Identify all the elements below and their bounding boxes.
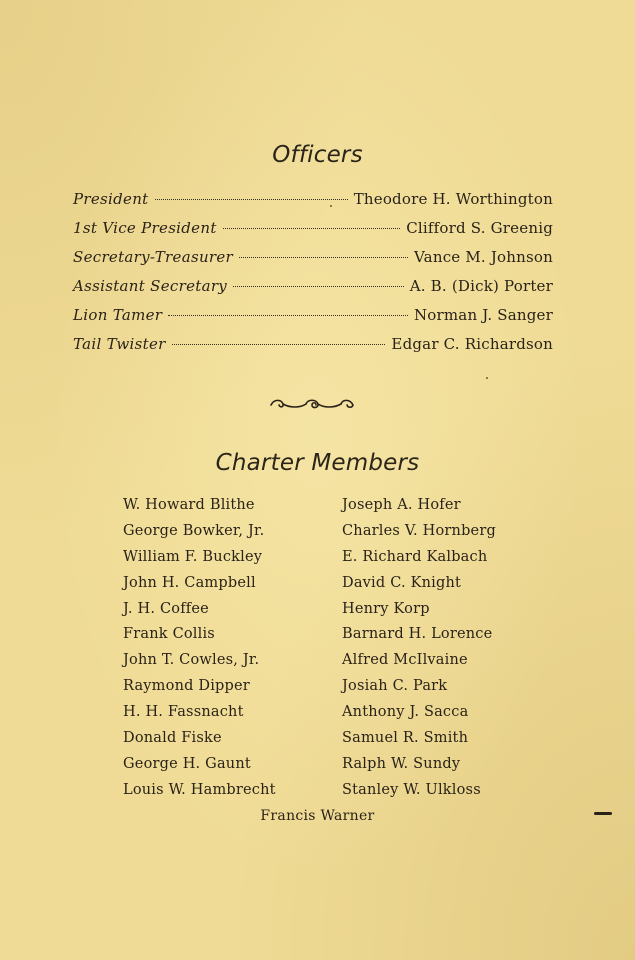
member-name: W. Howard Blithe [123, 497, 255, 513]
officer-row [73, 275, 553, 297]
member-name: Charles V. Hornberg [342, 523, 496, 539]
member-name: Joseph A. Hofer [342, 497, 461, 513]
member-name: John T. Cowles, Jr. [123, 652, 260, 668]
officer-name: Theodore H. Worthington [353, 190, 553, 208]
member-name: Raymond Dipper [123, 678, 250, 694]
member-name: Stanley W. Ulkloss [342, 782, 481, 798]
member-name: Josiah C. Park [342, 678, 448, 694]
officer-name: Edgar C. Richardson [391, 335, 553, 353]
dot-leader [239, 257, 408, 258]
dot-leader [223, 228, 401, 229]
officer-name: Norman J. Sanger [413, 306, 553, 324]
member-name: George H. Gaunt [123, 756, 251, 772]
member-name: John H. Campbell [123, 575, 256, 591]
member-name: Alfred McIlvaine [342, 652, 468, 668]
officer-row [73, 333, 553, 355]
officer-name: A. B. (Dick) Porter [409, 277, 553, 295]
member-name: William F. Buckley [123, 549, 263, 565]
paper-speck [486, 377, 488, 379]
member-name: Ralph W. Sundy [342, 756, 461, 772]
officer-row [73, 304, 553, 326]
member-name: Frank Collis [123, 626, 215, 642]
officer-title: Assistant Secretary [73, 277, 228, 295]
member-name: George Bowker, Jr. [123, 523, 265, 539]
member-name-centered: Francis Warner [260, 808, 375, 824]
member-name: Henry Korp [342, 601, 430, 617]
dot-leader [233, 286, 404, 287]
dot-leader [155, 199, 348, 200]
officer-title: Tail Twister [73, 335, 166, 353]
member-name: H. H. Fassnacht [123, 704, 244, 720]
charter-members-heading: Charter Members [215, 450, 420, 476]
officers-heading: Officers [272, 142, 363, 168]
officer-row [73, 246, 553, 268]
member-name: Samuel R. Smith [342, 730, 469, 746]
paper-speck [330, 205, 332, 207]
scroll-flourish-icon [268, 396, 356, 412]
officer-title: 1st Vice President [73, 219, 217, 237]
member-name: Barnard H. Lorence [342, 626, 493, 642]
dot-leader [172, 344, 386, 345]
dot-leader [168, 315, 408, 316]
officer-title: President [73, 190, 149, 208]
member-name: Anthony J. Sacca [342, 704, 469, 720]
officer-title: Lion Tamer [73, 306, 163, 324]
ink-mark [594, 812, 612, 815]
officer-name: Clifford S. Greenig [406, 219, 553, 237]
officer-row [73, 188, 553, 210]
member-name: Louis W. Hambrecht [123, 782, 276, 798]
member-name: David C. Knight [342, 575, 462, 591]
member-name: E. Richard Kalbach [342, 549, 488, 565]
member-name: Donald Fiske [123, 730, 222, 746]
officer-name: Vance M. Johnson [414, 248, 553, 266]
officer-title: Secretary-Treasurer [73, 248, 234, 266]
member-name: J. H. Coffee [123, 601, 209, 617]
officer-row [73, 217, 553, 239]
